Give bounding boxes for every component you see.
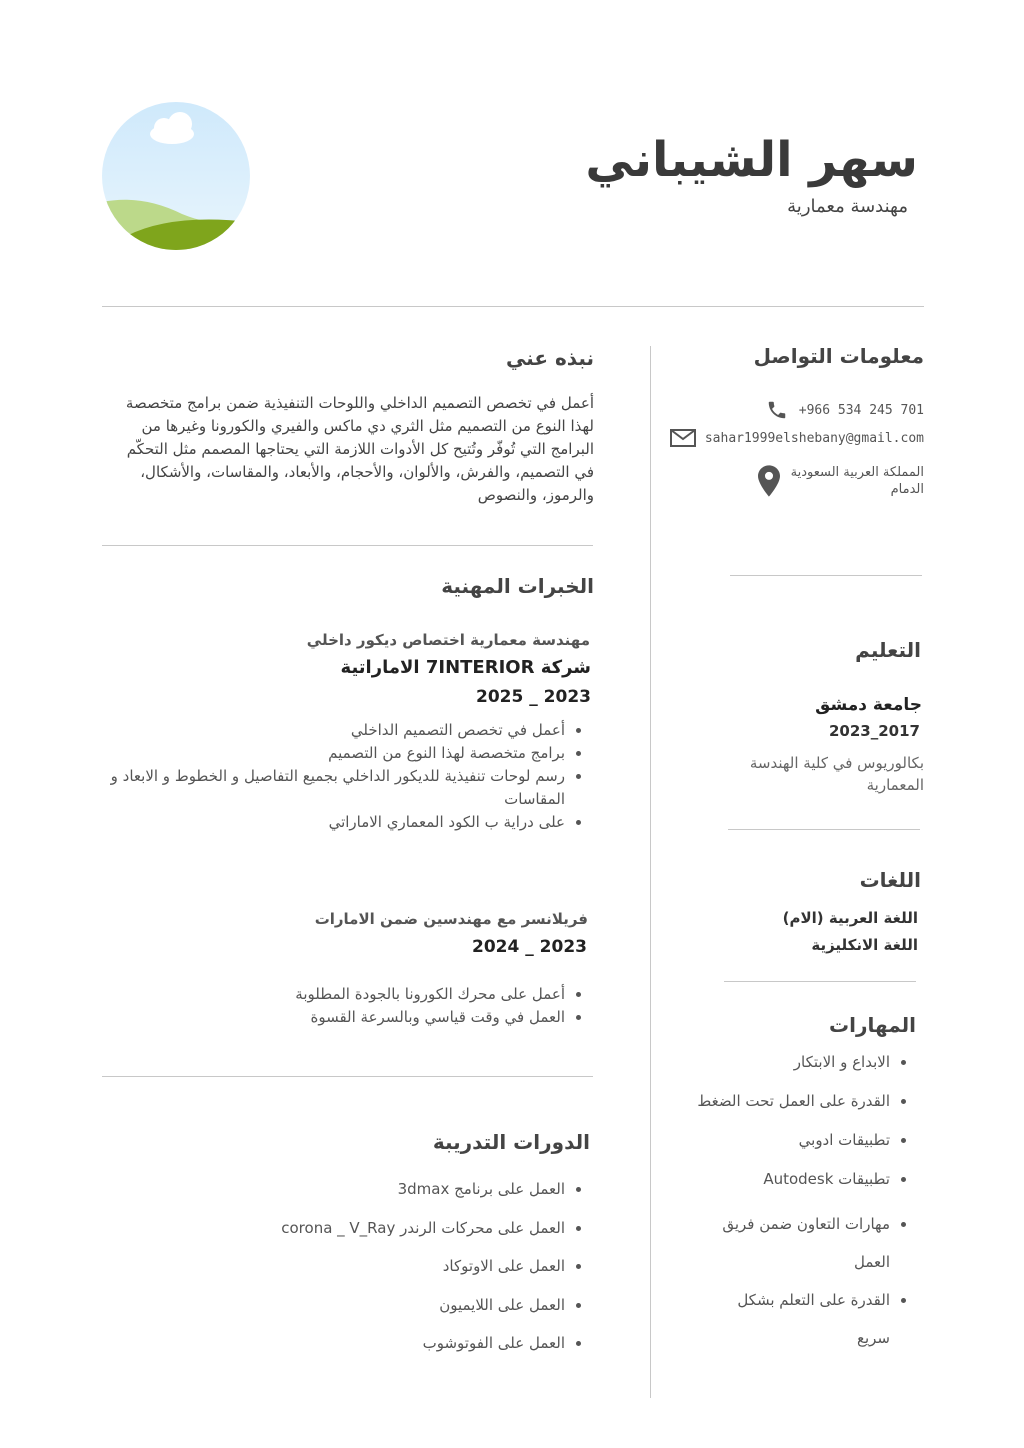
experience-heading: الخبرات المهنية <box>441 574 594 598</box>
skills-list <box>660 1049 908 1357</box>
skill-item: • مهارات التعاون ضمن فريق العمل <box>715 1205 890 1281</box>
about-heading: نبذه عني <box>505 346 594 370</box>
job-title: فريلانسر مع مهندسين ضمن الامارات <box>314 910 588 928</box>
job-company: شركة 7INTERIOR الاماراتية <box>340 657 591 678</box>
language-item: اللغة الانكليزية <box>811 936 918 954</box>
course-item: • العمل على محركات الرندر corona _ V_Ray <box>205 1215 565 1241</box>
languages-divider <box>724 981 916 982</box>
job-period: 2023 _ 2024 <box>472 937 587 957</box>
job-duty: • أعمل في تخصص التصميم الداخلي <box>95 719 565 742</box>
courses-heading: الدورات التدريبة <box>432 1130 590 1154</box>
course-item: • العمل على الاوتوكاد <box>205 1253 565 1279</box>
skill-item: • تطبيقات Autodesk <box>660 1166 890 1192</box>
contact-phone[interactable]: +966 534 245 701 <box>798 402 924 418</box>
job-duty: • رسم لوحات تنفيذية للديكور الداخلي بجميع التفاصيل و الخطوط و الابعاد و المقاسات <box>95 765 565 811</box>
resume-name: سهر الشيباني <box>585 132 918 188</box>
skills-heading: المهارات <box>829 1013 916 1037</box>
education-university: جامعة دمشق <box>815 695 922 715</box>
language-item: اللغة العربية (الام) <box>782 909 918 927</box>
skill-item: • تطبيقات ادوبي <box>660 1127 890 1153</box>
skill-item: • الابداع و الابتكار <box>660 1049 890 1075</box>
job-period: 2023 _ 2025 <box>476 687 591 707</box>
education-heading: التعليم <box>855 638 921 662</box>
header-divider <box>102 306 924 307</box>
languages-heading: اللغات <box>859 868 921 892</box>
job-duty: • برامج متخصصة لهذا النوع من التصميم <box>95 742 565 765</box>
contact-phone-row <box>763 398 924 422</box>
about-divider <box>102 545 593 546</box>
job-duty: • على دراية ب الكود المعماري الاماراتي <box>95 811 565 834</box>
about-text: أعمل في تخصص التصميم الداخلي واللوحات التنفيذية ضمن برامج متخصصة لهذا النوع من التصميم مثل الثري دي ماكس والفيري والكورونا وغيرها من البرامج التي تُوفّر وتُتيح كل الأدوات اللازمة التي يحتاجها المصمم مثل التحكّم في التصميم، والفرش، والألوان، والأحجام، والأبعاد، والمقاسات، والأشكال، والرموز، والنصوص <box>125 394 594 504</box>
skill-item: • القدرة على العمل تحت الضغط <box>660 1088 890 1114</box>
phone-icon <box>763 398 791 422</box>
contact-location-row <box>755 464 924 498</box>
courses-list <box>205 1176 583 1356</box>
course-item: • العمل على اللايميون <box>205 1292 565 1318</box>
skill-item: • القدرة على التعلم بشكل سريع <box>715 1281 890 1357</box>
contact-location-country: المملكة العربية السعودية <box>790 465 924 480</box>
job-duties-list <box>95 719 583 834</box>
education-years: 2017_2023 <box>829 722 920 740</box>
job-duty: • أعمل على محرك الكورونا بالجودة المطلوبة <box>205 983 565 1006</box>
resume-role: مهندسة معمارية <box>787 196 908 217</box>
job-duty: • العمل في وقت قياسي وبالسرعة القسوة <box>205 1006 565 1029</box>
course-item: • العمل على الفوتوشوب <box>205 1330 565 1356</box>
location-pin-icon <box>755 465 783 497</box>
envelope-icon <box>669 429 697 447</box>
education-divider <box>728 829 920 830</box>
column-divider <box>650 346 651 1398</box>
experience-divider <box>102 1076 593 1077</box>
profile-photo <box>102 102 250 250</box>
job-title: مهندسة معمارية اختصاص ديكور داخلي <box>306 631 590 649</box>
contact-heading: معلومات التواصل <box>753 344 924 368</box>
contact-divider <box>730 575 922 576</box>
job-duties-list <box>205 983 583 1029</box>
contact-email[interactable]: sahar1999elshebany@gmail.com <box>704 430 924 446</box>
contact-location-city: الدمام <box>890 482 924 497</box>
education-degree: بكالوريوس في كلية الهندسة المعمارية <box>749 754 924 794</box>
contact-email-row <box>669 429 924 447</box>
course-item: • العمل على برنامج 3dmax <box>205 1176 565 1202</box>
